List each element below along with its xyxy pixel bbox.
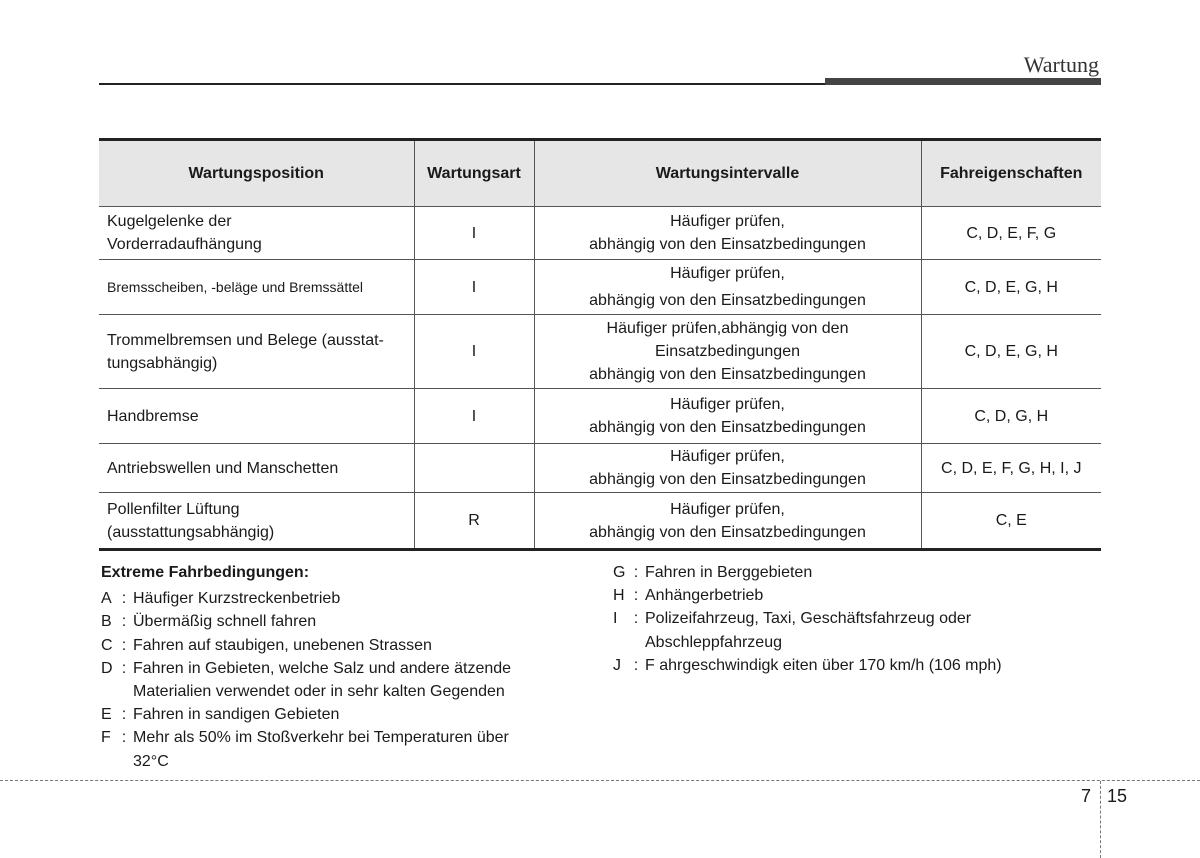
legend-heading: Extreme Fahrbedingungen: <box>101 564 310 581</box>
table-header-row <box>99 140 1101 207</box>
maintenance-position: Pollenfilter Lüftung (ausstattungsabhängig) <box>99 493 414 550</box>
legend-item: C : Fahren auf staubigen, unebenen Strassen <box>101 636 432 654</box>
maintenance-interval: Häufiger prüfen, abhängig von den Einsatzbedingungen <box>534 389 921 444</box>
header-rule-accent <box>825 78 1101 85</box>
maintenance-type: I <box>414 260 534 315</box>
maintenance-position: Bremsscheiben, -beläge und Bremssättel <box>99 260 414 315</box>
column-header: Wartungsart <box>414 140 534 207</box>
legend-item: A : Häufiger Kurzstreckenbetrieb <box>101 590 341 608</box>
table-row <box>99 444 1101 493</box>
section-title: Wartung <box>1023 52 1099 77</box>
column-header: Wartungsintervalle <box>534 140 921 207</box>
page-number-divider <box>1100 781 1101 858</box>
driving-conditions: C, D, E, F, G, H, I, J <box>921 444 1101 493</box>
maintenance-table <box>99 138 1101 551</box>
maintenance-interval: Häufiger prüfen, abhängig von den Einsatzbedingungen <box>534 207 921 260</box>
maintenance-position: Kugelgelenke der Vorderradaufhängung <box>99 207 414 260</box>
footer-rule <box>0 780 1200 781</box>
maintenance-type: I <box>414 389 534 444</box>
maintenance-position: Antriebswellen und Manschetten <box>99 444 414 493</box>
legend-item: G : Fahren in Berggebieten <box>613 564 813 581</box>
chapter-number: 7 <box>1081 786 1092 806</box>
legend-item: B : Übermäßig schnell fahren <box>101 613 317 631</box>
maintenance-type <box>414 444 534 493</box>
maintenance-type: R <box>414 493 534 550</box>
legend-item: J : F ahrgeschwindigk eiten über 170 km/h (106 mph) <box>613 656 1002 674</box>
page-number: 15 <box>1107 786 1128 806</box>
maintenance-position: Trommelbremsen und Belege (ausstat- tungsabhängig) <box>99 315 414 389</box>
maintenance-interval: Häufiger prüfen, abhängig von den Einsatzbedingungen <box>534 493 921 550</box>
maintenance-interval: Häufiger prüfen, abhängig von den Einsatzbedingungen <box>534 444 921 493</box>
column-header: Wartungsposition <box>99 140 414 207</box>
table-row <box>99 389 1101 444</box>
legend-item: F : Mehr als 50% im Stoßverkehr bei Temperaturen über 32°C <box>101 729 509 770</box>
driving-conditions: C, D, E, F, G <box>921 207 1101 260</box>
maintenance-type: I <box>414 207 534 260</box>
maintenance-interval: Häufiger prüfen, abhängig von den Einsatzbedingungen <box>534 260 921 315</box>
maintenance-interval: Häufiger prüfen,abhängig von den Einsatzbedingungen abhängig von den Einsatzbedingungen <box>534 315 921 389</box>
maintenance-type: I <box>414 315 534 389</box>
driving-conditions: C, D, G, H <box>921 389 1101 444</box>
table-row <box>99 207 1101 260</box>
driving-conditions: C, D, E, G, H <box>921 315 1101 389</box>
legend-item: E : Fahren in sandigen Gebieten <box>101 706 340 724</box>
table-row <box>99 260 1101 315</box>
condition-legend-left <box>101 561 561 773</box>
driving-conditions: C, E <box>921 493 1101 550</box>
legend-item: D : Fahren in Gebieten, welche Salz und andere ätzende Materialien verwendet oder in sehr kalten Gegenden <box>101 659 512 701</box>
legend-item: I : Polizeifahrzeug, Taxi, Geschäftsfahrzeug oder Abschleppfahrzeug <box>613 610 972 651</box>
table-row <box>99 315 1101 389</box>
maintenance-position: Handbremse <box>99 389 414 444</box>
legend-item: H : Anhängerbetrieb <box>613 587 764 605</box>
column-header: Fahreigenschaften <box>921 140 1101 207</box>
table-row <box>99 493 1101 550</box>
driving-conditions: C, D, E, G, H <box>921 260 1101 315</box>
condition-legend-right <box>613 561 1043 677</box>
